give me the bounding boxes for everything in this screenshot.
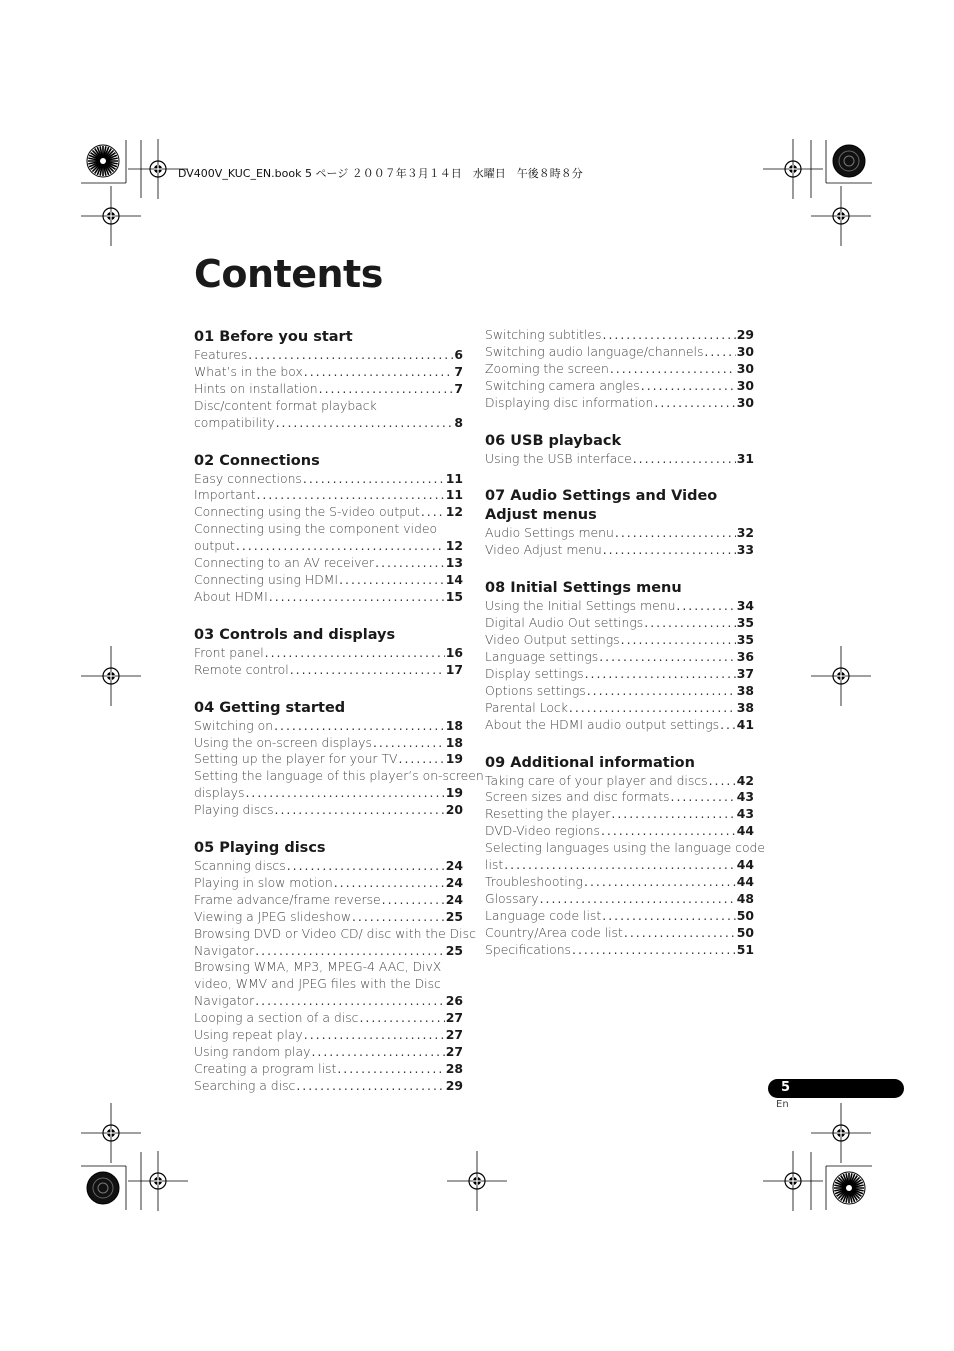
- dot-leader: [352, 909, 445, 926]
- toc-entry[interactable]: [485, 598, 754, 615]
- toc-entry-page: 42: [736, 772, 754, 788]
- toc-entry[interactable]: [194, 381, 463, 398]
- toc-entry-page: 48: [736, 890, 754, 906]
- toc-entry-label: Video Output settings: [485, 632, 620, 648]
- toc-entry-page: 44: [736, 823, 754, 839]
- toc-entry-label: compatibility: [194, 414, 275, 430]
- toc-entry[interactable]: [194, 1044, 463, 1061]
- toc-entry-label: Switching audio language/channels: [485, 343, 704, 359]
- toc-entry[interactable]: [194, 1061, 463, 1078]
- dot-leader: [304, 1027, 445, 1044]
- toc-entry-label: Connecting using HDMI: [194, 571, 339, 587]
- toc-entry-page: 27: [445, 1027, 463, 1043]
- dot-leader: [339, 572, 445, 589]
- toc-entry-page: 15: [445, 588, 463, 604]
- dot-leader: [248, 347, 453, 364]
- toc-entry-page: 34: [736, 598, 754, 614]
- page-number: 5: [781, 1080, 791, 1095]
- toc-entry-label: Using random play: [194, 1044, 311, 1059]
- toc-section: [194, 328, 463, 432]
- toc-entry-label: Switching camera angles: [485, 377, 640, 393]
- toc-entry[interactable]: [485, 632, 754, 649]
- toc-entry-label-line: Selecting languages using the language code: [485, 840, 766, 856]
- toc-entry-label: Features: [194, 347, 248, 362]
- section-heading: 08 Initial Settings menu: [485, 580, 682, 597]
- toc-entry-label: What’s in the box: [194, 363, 303, 379]
- toc-entry-label: Resetting the player: [485, 806, 611, 822]
- dot-leader: [569, 700, 736, 717]
- toc-entry-label: Using the on-screen displays: [194, 734, 372, 750]
- section-heading: 03 Controls and displays: [194, 626, 396, 643]
- dot-leader: [274, 718, 445, 735]
- dot-leader: [603, 327, 736, 344]
- toc-entry[interactable]: [485, 361, 754, 378]
- toc-entry-page: 35: [736, 615, 754, 631]
- toc-entry-page: 6: [454, 347, 463, 362]
- toc-entry[interactable]: [485, 327, 754, 344]
- toc-entry-page: 25: [445, 908, 463, 924]
- toc-entry[interactable]: [485, 542, 754, 559]
- toc-entry[interactable]: [194, 471, 463, 488]
- toc-section: [485, 432, 754, 468]
- toc-entry[interactable]: [194, 662, 463, 679]
- dot-leader: [615, 525, 736, 542]
- toc-entry[interactable]: [485, 789, 754, 806]
- toc-entry-page: 24: [445, 858, 463, 874]
- toc-entry-page: 12: [445, 504, 463, 520]
- toc-entry-page: 28: [445, 1060, 463, 1076]
- dot-leader: [611, 806, 735, 823]
- toc-entry-label: Switching on: [194, 717, 274, 733]
- dot-leader: [720, 717, 736, 734]
- toc-entry-label: Hints on installation: [194, 380, 318, 396]
- dot-leader: [373, 735, 445, 752]
- toc-entry-page: 30: [736, 394, 754, 410]
- toc-entry-page: 29: [736, 327, 754, 342]
- toc-entry[interactable]: [194, 487, 463, 504]
- toc-entry-page: 31: [736, 450, 754, 466]
- toc-entry[interactable]: [194, 555, 463, 572]
- toc-entry-label: list: [485, 857, 504, 873]
- toc-entry-label: Navigator: [194, 993, 255, 1009]
- toc-entry-page: 14: [445, 571, 463, 587]
- toc-entry-page: 24: [445, 874, 463, 890]
- dot-leader: [269, 589, 445, 606]
- toc-section: [194, 626, 463, 679]
- dot-leader: [375, 555, 445, 572]
- toc-entry-page: 19: [445, 785, 463, 801]
- toc-entry-label: Video Adjust menu: [485, 542, 602, 558]
- toc-entry-page: 29: [445, 1077, 463, 1093]
- toc-entry-page: 33: [736, 542, 754, 558]
- toc-entry[interactable]: [194, 785, 463, 802]
- toc-entry-label: Language code list: [485, 907, 602, 923]
- dot-leader: [255, 943, 445, 960]
- toc-entry-page: 50: [736, 924, 754, 940]
- section-heading: 01 Before you start: [194, 329, 353, 345]
- toc-entry-page: 38: [736, 699, 754, 715]
- toc-entry[interactable]: [485, 395, 754, 412]
- dot-leader: [621, 632, 736, 649]
- toc-entry[interactable]: [194, 892, 463, 909]
- toc-entry[interactable]: [485, 451, 754, 468]
- toc-entry-label: Looping a section of a disc: [194, 1010, 359, 1026]
- toc-entry[interactable]: [194, 751, 463, 768]
- toc-entry[interactable]: [485, 806, 754, 823]
- dot-leader: [334, 875, 445, 892]
- toc-entry-label: Playing in slow motion: [194, 874, 333, 890]
- toc-entry-label: Connecting to an AV receiver: [194, 555, 375, 571]
- toc-entry-label: About HDMI: [194, 588, 268, 604]
- toc-entry[interactable]: [485, 378, 754, 395]
- dot-leader: [671, 789, 736, 806]
- dot-leader: [382, 892, 445, 909]
- toc-entry[interactable]: [485, 823, 754, 840]
- toc-entry-page: 37: [736, 665, 754, 681]
- toc-entry[interactable]: [485, 615, 754, 632]
- dot-leader: [641, 378, 736, 395]
- toc-entry-page: 27: [445, 1010, 463, 1026]
- toc-entry-page: 8: [454, 414, 463, 430]
- toc-entry-label: Displaying disc information: [485, 394, 654, 410]
- dot-leader: [245, 785, 444, 802]
- toc-entry[interactable]: [194, 364, 463, 381]
- toc-entry-label: Specifications: [485, 941, 572, 957]
- toc-entry-label: Taking care of your player and discs: [485, 772, 708, 788]
- section-heading: 07 Audio Settings and Video Adjust menus: [485, 488, 718, 524]
- toc-entry-label: Important: [194, 487, 256, 503]
- toc-entry[interactable]: [485, 925, 754, 942]
- toc-entry[interactable]: [194, 504, 463, 521]
- dot-leader: [709, 773, 736, 790]
- toc-entry-label-line: Connecting using the component video: [194, 521, 438, 537]
- toc-entry-label: Using the USB interface: [485, 450, 632, 466]
- toc-entry-label: Country/Area code list: [485, 924, 623, 940]
- toc-entry[interactable]: [194, 1027, 463, 1044]
- toc-entry[interactable]: [485, 683, 754, 700]
- toc-entry[interactable]: [194, 589, 463, 606]
- toc-entry[interactable]: [485, 874, 754, 891]
- toc-entry-label: displays: [194, 785, 245, 801]
- toc-entry-label: Zooming the screen: [485, 360, 609, 376]
- toc-entry-page: 12: [445, 538, 463, 554]
- toc-entry[interactable]: [485, 717, 754, 734]
- toc-entry-page: 30: [736, 343, 754, 359]
- toc-entry[interactable]: [485, 857, 754, 874]
- toc-entry-label: Playing discs: [194, 802, 274, 818]
- toc-entry-label: Setting up the player for your TV: [194, 751, 398, 767]
- toc-entry-page: 30: [736, 360, 754, 376]
- toc-entry-page: 13: [445, 555, 463, 571]
- dot-leader: [265, 645, 445, 662]
- dot-leader: [572, 942, 736, 959]
- toc-entry-label: Options settings: [485, 682, 586, 698]
- toc-entry[interactable]: [194, 858, 463, 875]
- toc-entry-page: 19: [445, 751, 463, 767]
- dot-leader: [601, 823, 736, 840]
- toc-entry-label-line: Browsing DVD or Video CD/ disc with the Disc: [194, 925, 476, 941]
- toc-section: [485, 487, 754, 559]
- dot-leader: [599, 649, 736, 666]
- toc-entry-label: Digital Audio Out settings: [485, 615, 644, 631]
- toc-entry-label: Easy connections: [194, 470, 302, 486]
- toc-entry[interactable]: [194, 645, 463, 662]
- toc-entry-page: 7: [454, 363, 463, 379]
- toc-entry-label-line: Setting the language of this player’s on-screen: [194, 768, 484, 784]
- toc-column-left: [194, 328, 484, 1115]
- dot-leader: [287, 858, 445, 875]
- print-file-header: DV400V_KUC_EN.book 5 ページ ２００７年３月１４日 水曜日 午後８時８分: [178, 167, 583, 180]
- dot-leader: [585, 666, 736, 683]
- toc-entry-label: Glossary: [485, 890, 539, 906]
- toc-entry-label: Switching subtitles: [485, 327, 602, 342]
- toc-entry-page: 44: [736, 857, 754, 873]
- dot-leader: [255, 993, 445, 1010]
- toc-entry-label: Frame advance/frame reverse: [194, 891, 381, 907]
- toc-entry[interactable]: [194, 943, 463, 960]
- toc-entry-page: 25: [445, 942, 463, 958]
- toc-entry-label-line: Disc/content format playback: [194, 397, 377, 413]
- dot-leader: [587, 683, 736, 700]
- toc-entry[interactable]: [194, 538, 463, 555]
- toc-entry-label: Using the Initial Settings menu: [485, 598, 676, 614]
- toc-entry-page: 20: [445, 802, 463, 818]
- toc-entry-page: 41: [736, 716, 754, 732]
- toc-entry[interactable]: [485, 344, 754, 361]
- dot-leader: [644, 615, 736, 632]
- toc-entry-page: 18: [445, 734, 463, 750]
- toc-entry-page: 17: [445, 661, 463, 677]
- toc-entry-page: 11: [445, 487, 463, 503]
- toc-entry-label: Troubleshooting: [485, 873, 583, 889]
- dot-leader: [319, 381, 454, 398]
- dot-leader: [275, 802, 445, 819]
- toc-entry[interactable]: [485, 942, 754, 959]
- toc-entry[interactable]: [194, 802, 463, 819]
- toc-entry[interactable]: [485, 773, 754, 790]
- toc-section: [485, 327, 754, 412]
- dot-leader: [704, 344, 735, 361]
- toc-entry[interactable]: [485, 700, 754, 717]
- toc-entry-label: Creating a program list: [194, 1060, 337, 1076]
- toc-entry-label: Navigator: [194, 942, 255, 958]
- toc-entry-label: DVD-Video regions: [485, 823, 600, 839]
- dot-leader: [633, 451, 736, 468]
- section-heading: 09 Additional information: [485, 754, 695, 771]
- toc-entry-label: output: [194, 538, 235, 554]
- toc-entry[interactable]: [485, 908, 754, 925]
- toc-entry-page: 43: [736, 806, 754, 822]
- toc-entry-label-line: Browsing WMA, MP3, MPEG-4 AAC, DivX: [194, 959, 442, 975]
- toc-entry-label: Display settings: [485, 665, 584, 681]
- page-title: Contents: [194, 252, 383, 296]
- dot-leader: [654, 395, 735, 412]
- toc-entry-label: Remote control: [194, 661, 289, 677]
- toc-entry-label: Searching a disc: [194, 1077, 296, 1093]
- dot-leader: [290, 662, 445, 679]
- dot-leader: [276, 415, 454, 432]
- toc-entry-label-line: video, WMV and JPEG files with the Disc: [194, 976, 441, 992]
- toc-entry[interactable]: [194, 875, 463, 892]
- toc-entry[interactable]: [194, 735, 463, 752]
- dot-leader: [602, 908, 736, 925]
- toc-entry-page: 35: [736, 632, 754, 648]
- toc-entry[interactable]: [194, 1010, 463, 1027]
- toc-section: [194, 699, 484, 819]
- toc-entry-page: 7: [454, 380, 463, 396]
- section-heading: 06 USB playback: [485, 432, 622, 449]
- toc-entry-label: Audio Settings menu: [485, 525, 614, 541]
- section-heading: 02 Connections: [194, 452, 320, 469]
- toc-entry-page: 18: [445, 717, 463, 733]
- toc-entry[interactable]: [485, 525, 754, 542]
- toc-entry-page: 16: [445, 644, 463, 660]
- toc-entry-page: 27: [445, 1044, 463, 1059]
- toc-column-right: [485, 327, 766, 978]
- toc-entry-page: 38: [736, 682, 754, 698]
- toc-entry-label: Using repeat play: [194, 1027, 303, 1043]
- section-heading: 04 Getting started: [194, 699, 346, 716]
- toc-entry[interactable]: [194, 993, 463, 1010]
- dot-leader: [584, 874, 736, 891]
- dot-leader: [676, 598, 735, 615]
- dot-leader: [337, 1061, 444, 1078]
- toc-entry-label: Parental Lock: [485, 699, 568, 715]
- toc-entry-label: Language settings: [485, 648, 599, 664]
- toc-section: [485, 579, 754, 733]
- dot-leader: [304, 364, 454, 381]
- dot-leader: [603, 542, 736, 559]
- toc-entry-page: 50: [736, 907, 754, 923]
- language-code: En: [776, 1099, 789, 1110]
- toc-entry[interactable]: [194, 1078, 463, 1095]
- toc-entry[interactable]: [485, 891, 754, 908]
- dot-leader: [359, 1010, 444, 1027]
- toc-entry-label: Viewing a JPEG slideshow: [194, 908, 351, 924]
- toc-section: [194, 452, 463, 606]
- toc-entry[interactable]: [485, 666, 754, 683]
- section-heading: 05 Playing discs: [194, 840, 326, 857]
- toc-entry-label: Scanning discs: [194, 858, 286, 874]
- toc-entry-label: Connecting using the S-video output: [194, 504, 420, 520]
- toc-entry[interactable]: [194, 718, 463, 735]
- toc-entry[interactable]: [194, 347, 463, 364]
- toc-entry-page: 43: [736, 789, 754, 805]
- dot-leader: [421, 504, 445, 521]
- toc-entry-page: 44: [736, 873, 754, 889]
- dot-leader: [311, 1044, 444, 1061]
- toc-entry-label: Screen sizes and disc formats: [485, 789, 670, 805]
- dot-leader: [399, 751, 445, 768]
- toc-entry-page: 11: [445, 470, 463, 486]
- toc-entry[interactable]: [194, 415, 463, 432]
- toc-entry-page: 24: [445, 891, 463, 907]
- toc-entry[interactable]: [194, 909, 463, 926]
- toc-entry-label: About the HDMI audio output settings: [485, 716, 720, 732]
- dot-leader: [236, 538, 445, 555]
- toc-section: [194, 839, 476, 1095]
- toc-entry-page: 51: [736, 941, 754, 957]
- dot-leader: [303, 471, 445, 488]
- toc-entry-page: 30: [736, 377, 754, 393]
- dot-leader: [504, 857, 736, 874]
- toc-entry-label: Front panel: [194, 644, 264, 660]
- toc-entry-page: 32: [736, 525, 754, 541]
- toc-entry[interactable]: [194, 572, 463, 589]
- dot-leader: [610, 361, 736, 378]
- dot-leader: [540, 891, 736, 908]
- toc-section: [485, 754, 766, 959]
- dot-leader: [624, 925, 736, 942]
- toc-entry-page: 26: [445, 993, 463, 1009]
- toc-entry[interactable]: [485, 649, 754, 666]
- dot-leader: [296, 1078, 444, 1095]
- dot-leader: [256, 487, 444, 504]
- toc-entry-page: 36: [736, 648, 754, 664]
